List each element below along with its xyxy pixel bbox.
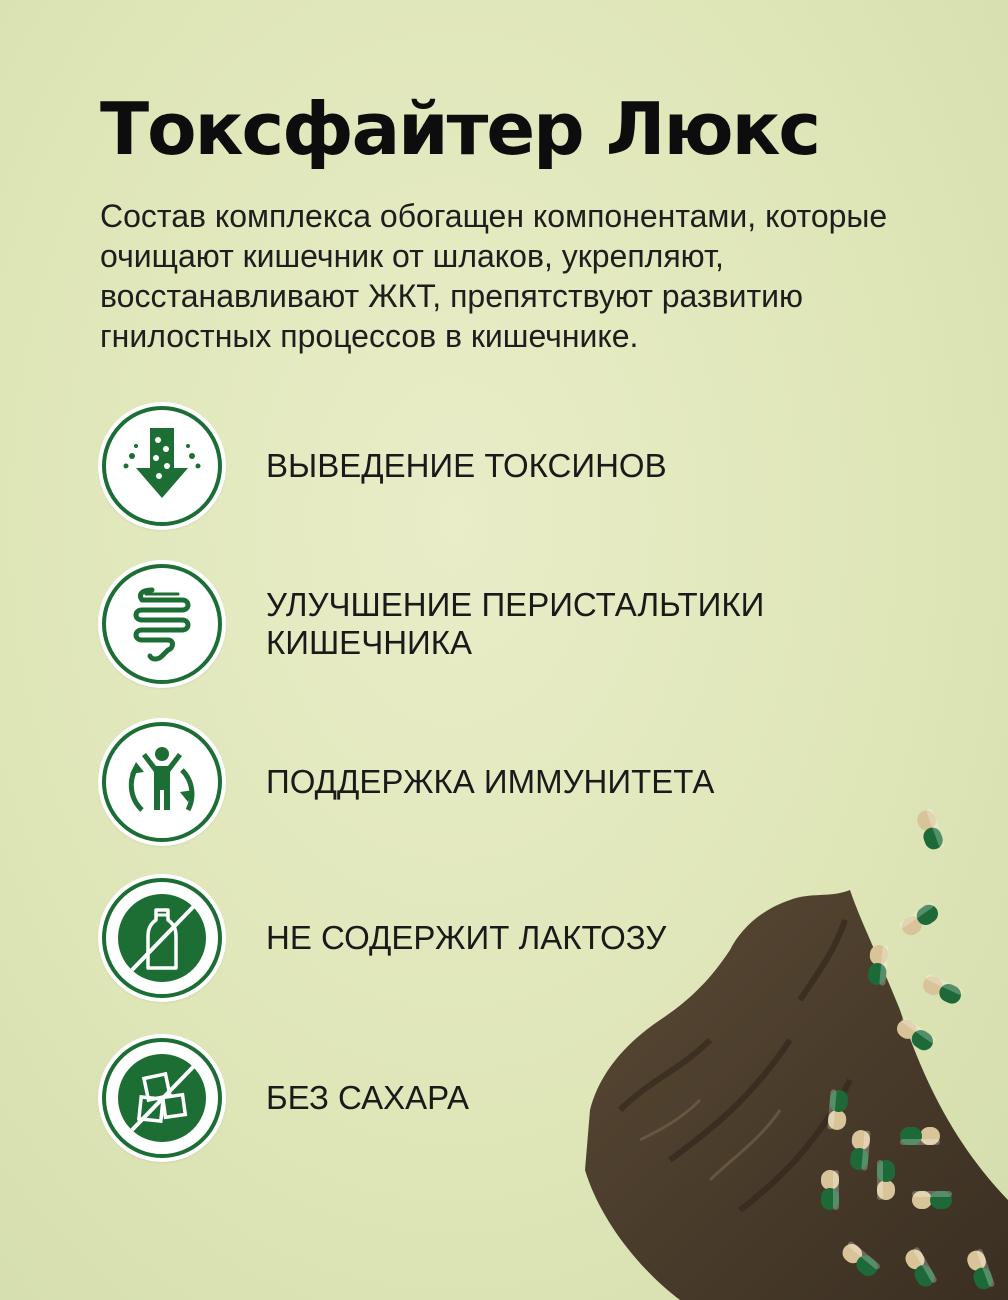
bark-and-capsules-image [560,780,1008,1300]
feature-label: БЕЗ САХАРА [266,1079,469,1116]
no-sugar-cubes-icon [98,1034,226,1162]
page-title: Токсфайтер Люкс [100,87,820,171]
toxin-removal-arrow-icon [98,402,226,530]
immunity-person-icon [98,718,226,846]
feature-label: ПОДДЕРЖКА ИММУНИТЕТА [266,763,715,800]
product-description: Состав комплекса обогащен компонентами, которые очищают кишечник от шлаков, укрепляют, восстанавливают ЖКТ, препятствуют развитию гнилостных процессов в кишечнике. [100,198,888,354]
feature-label: НЕ СОДЕРЖИТ ЛАКТОЗУ [266,919,667,956]
feature-label: УЛУЧШЕНИЕ ПЕРИСТАЛЬТИКИ КИШЕЧНИКА [266,586,765,661]
no-lactose-bottle-icon [98,874,226,1002]
intestine-icon [98,560,226,688]
feature-label: ВЫВЕДЕНИЕ ТОКСИНОВ [266,447,667,484]
feature-item-peristalsis [98,558,798,690]
feature-item-toxin-removal [98,400,798,532]
